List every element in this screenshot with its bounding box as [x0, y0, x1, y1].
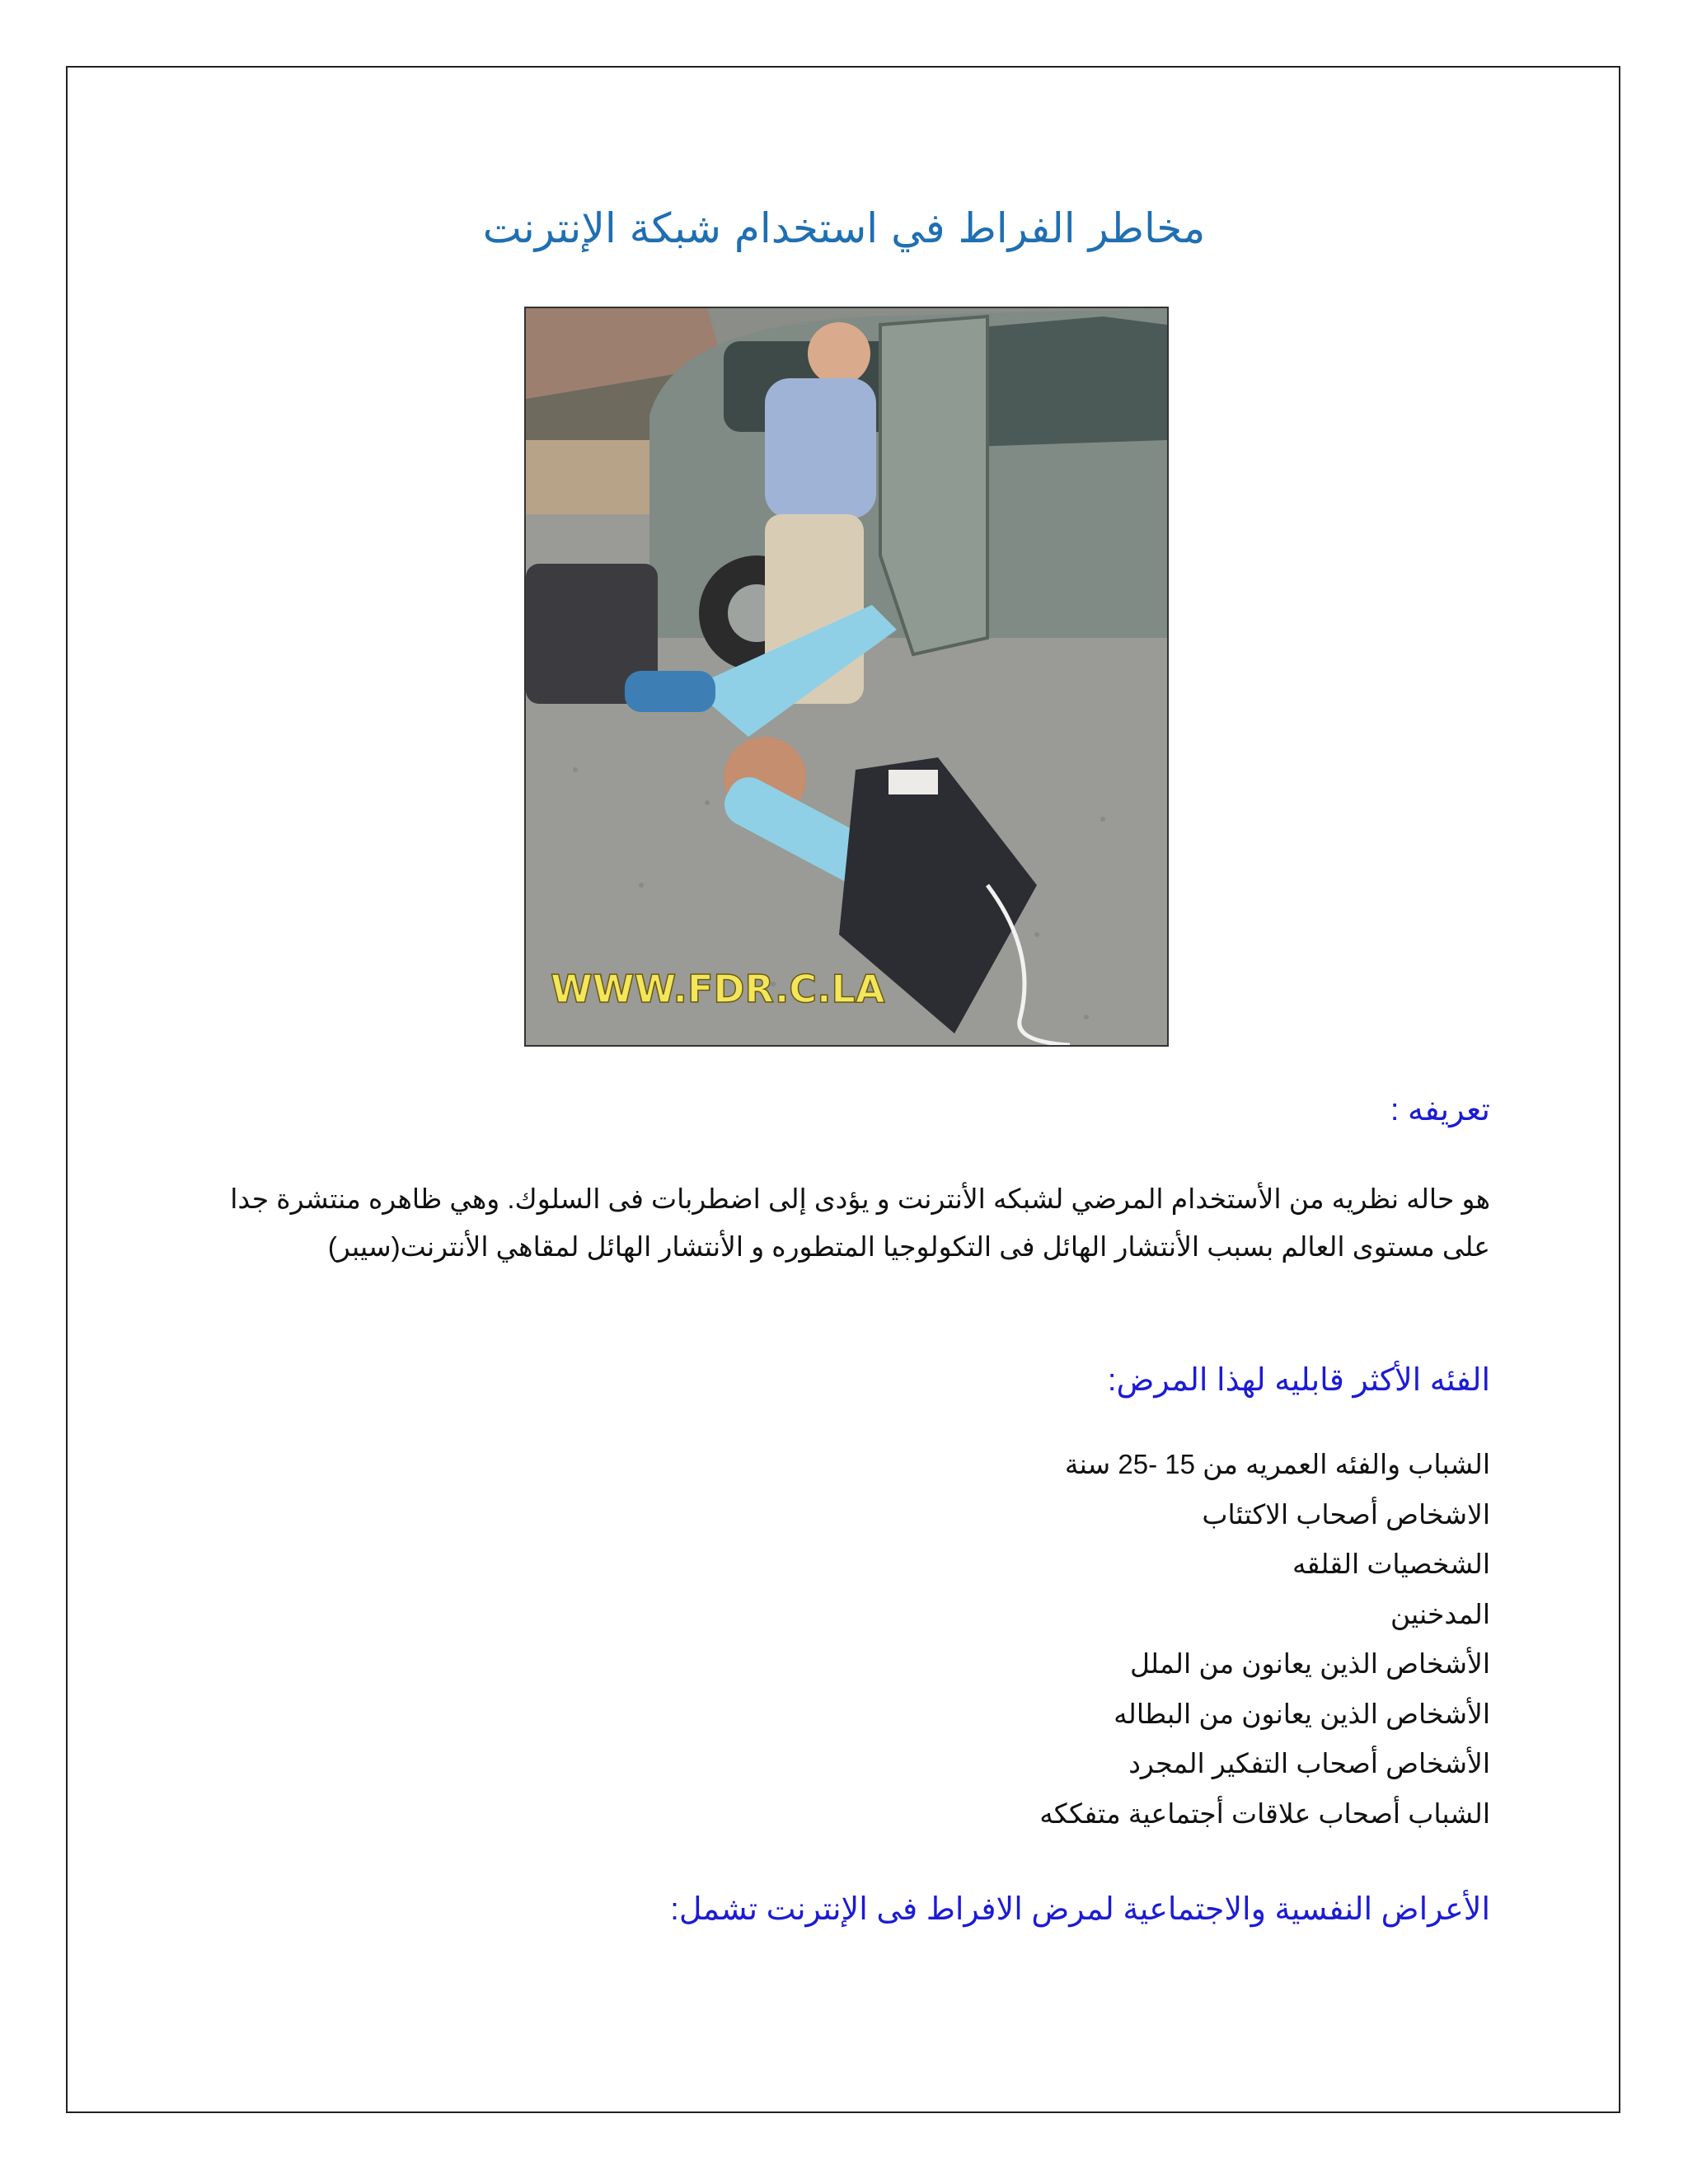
list-item: الاشخاص أصحاب الاكتئاب — [1202, 1498, 1490, 1530]
list-item: الأشخاص أصحاب التفكير المجرد — [1128, 1748, 1490, 1779]
list-item: الشباب والفئه العمريه من 15 -25 سنة — [1064, 1449, 1490, 1479]
definition-paragraph: هو حاله نظريه من الأستخدام المرضي لشبكه الأنترنت و يؤدى إلى اضطربات فى السلوك. وهي ظاهره منتشرة جدا على مستوى العالم بسبب الأنتشار الهائل فى التكولوجيا المتطوره و الأنتشار الهائل لمقاهي الأنترنت(سيبر) — [230, 1183, 1490, 1262]
list-item: الشخصيات القلقه — [1292, 1549, 1490, 1579]
list-item: الشباب أصحاب علاقات أجتماعية متفككه — [1039, 1797, 1490, 1829]
list-item: المدخنين — [1390, 1598, 1490, 1629]
groups-list — [1039, 1440, 1490, 1839]
list-item: الأشخاص الذين يعانون من البطاله — [1114, 1698, 1490, 1729]
illustration-photo — [524, 307, 1169, 1047]
symptoms-heading: الأعراض النفسية والاجتماعية لمرض الافراط فى الإنترنت تشمل: — [670, 1892, 1490, 1927]
list-item: الأشخاص الذين يعانون من الملل — [1129, 1648, 1490, 1679]
groups-heading: الفئه الأكثر قابليه لهذا المرض: — [1107, 1363, 1490, 1398]
page-title: مخاطر الفراط في استخدام شبكة الإنترنت — [482, 204, 1206, 252]
definition-heading: تعريفه : — [1390, 1093, 1490, 1127]
photo-watermark: WWW.FDR.C.LA — [551, 967, 885, 1011]
